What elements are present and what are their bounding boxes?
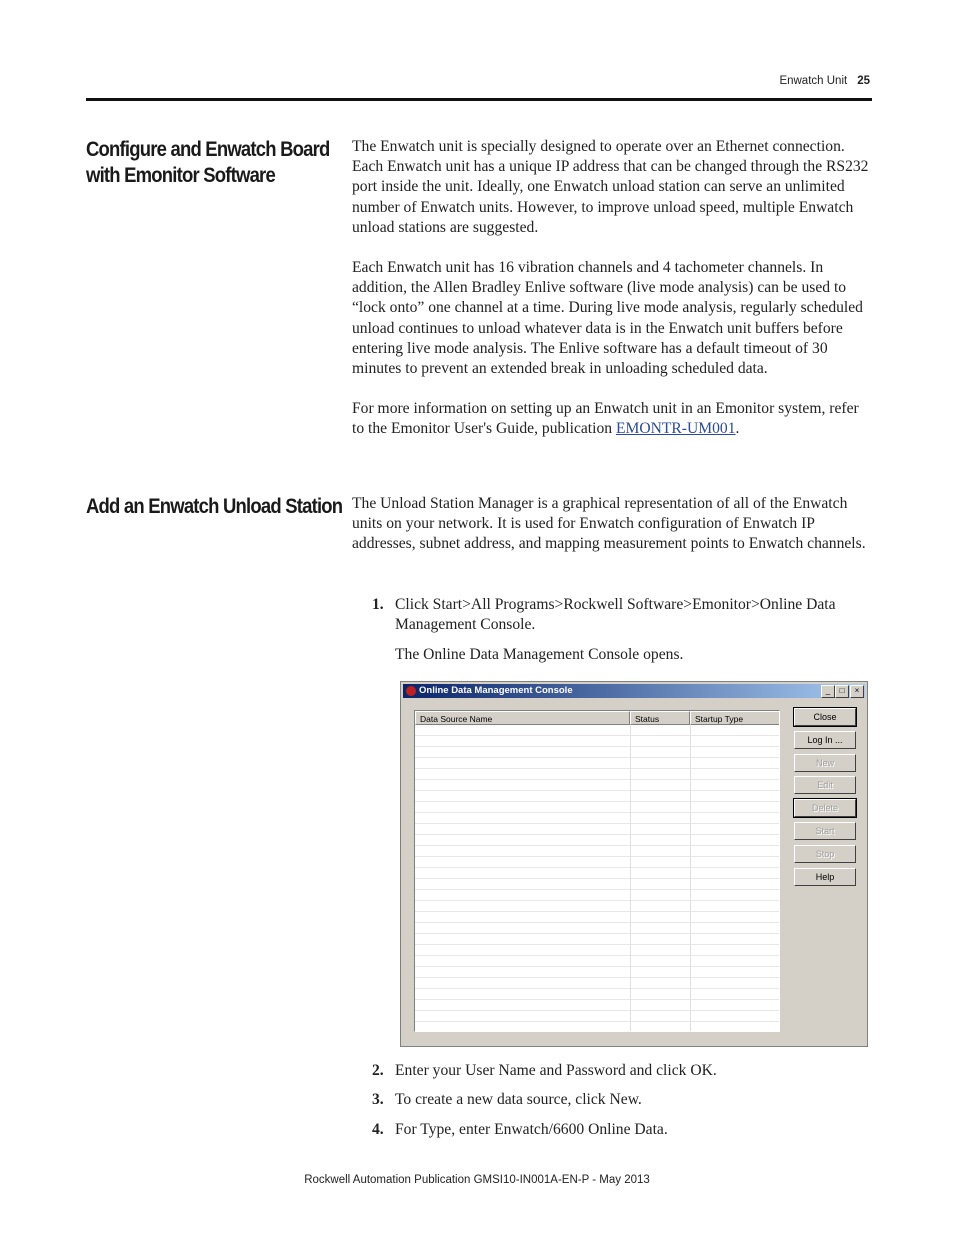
column-divider [630, 725, 631, 1031]
window-title: Online Data Management Console [419, 685, 573, 696]
header-rule [86, 98, 872, 101]
p3-prefix: For more information on setting up an Enwatch unit in an Emonitor system, refer to the Emonitor User's Guide, publication [352, 400, 859, 438]
page-number: 25 [857, 75, 870, 87]
step-number: 2. [372, 1062, 384, 1079]
delete-button[interactable]: Delete [794, 799, 856, 817]
column-status[interactable]: Status [630, 711, 690, 725]
section2-body [352, 494, 874, 575]
column-data-source-name[interactable]: Data Source Name [415, 711, 630, 725]
header-section: Enwatch Unit [779, 75, 848, 87]
new-button[interactable]: New [794, 754, 856, 772]
step-4 [372, 1120, 872, 1140]
column-divider [690, 725, 691, 1031]
section1-paragraph-2: Each Enwatch unit has 16 vibration channels and 4 tachometer channels. In addition, the Allen Bradley Enlive software (live mode analysis) can be used to “lock onto” one channel at a time. During live mode analysis, regularly scheduled unload continues to unload whatever data is in the Enwatch unit buffers before entering live mode analysis. The Enlive software has a default timeout of 30 minutes to prevent an extended break in unloading scheduled data. [352, 259, 863, 378]
step-1 [372, 595, 872, 635]
step-number: 1. [372, 596, 384, 613]
step-text: Click Start>All Programs>Rockwell Software>Emonitor>Online Data Management Console. [395, 596, 836, 634]
start-button[interactable]: Start [794, 822, 856, 840]
column-startup-type[interactable]: Startup Type [690, 711, 780, 725]
section1-paragraph-3 [352, 399, 874, 439]
online-data-management-console-window [400, 681, 868, 1047]
section1-paragraph-1: The Enwatch unit is specially designed to operate over an Ethernet connection. Each Enwatch unit has a unique IP address that can be changed through the RS232 port inside the unit. Ideally, one Enwatch unload station can serve an unlimited number of Enwatch units. However, to improve unload speed, multiple Enwatch unload stations are suggested. [352, 138, 869, 236]
help-button[interactable]: Help [794, 868, 856, 886]
section1-heading [86, 137, 330, 189]
section1-heading-line1: Configure and Enwatch Board [86, 138, 330, 161]
data-source-table[interactable] [414, 710, 780, 1032]
step-1-result: The Online Data Management Console opens. [395, 646, 684, 663]
app-icon [406, 686, 416, 696]
close-icon[interactable]: × [850, 685, 864, 698]
section2-intro: The Unload Station Manager is a graphical representation of all of the Enwatch units on your network. It is used for Enwatch configuration of Enwatch IP addresses, subnet address, and mapping measurement points to Enwatch channels. [352, 495, 866, 553]
edit-button[interactable]: Edit [794, 776, 856, 794]
step-number: 4. [372, 1121, 384, 1138]
running-header [779, 75, 870, 87]
step-3 [372, 1090, 872, 1110]
table-header [415, 711, 779, 725]
step-number: 3. [372, 1091, 384, 1108]
minimize-icon[interactable]: _ [821, 685, 835, 698]
page-footer: Rockwell Automation Publication GMSI10-IN001A-EN-P - May 2013 [304, 1174, 650, 1186]
table-rows [415, 725, 779, 1031]
section1-body [352, 137, 874, 460]
maximize-icon[interactable]: □ [835, 685, 849, 698]
p3-suffix: . [735, 420, 740, 438]
window-title-bar [403, 684, 865, 698]
section2-heading: Add an Enwatch Unload Station [86, 495, 343, 518]
step-text: For Type, enter Enwatch/6600 Online Data. [395, 1121, 668, 1138]
log-in-button[interactable]: Log In ... [794, 731, 856, 749]
close-button[interactable]: Close [794, 708, 856, 726]
step-text: Enter your User Name and Password and click OK. [395, 1062, 717, 1079]
section1-heading-line2: with Emonitor Software [86, 164, 275, 187]
step-2 [372, 1061, 872, 1081]
step-text: To create a new data source, click New. [395, 1091, 642, 1108]
emontr-um001-link[interactable]: EMONTR-UM001 [615, 420, 736, 438]
stop-button[interactable]: Stop [794, 845, 856, 863]
